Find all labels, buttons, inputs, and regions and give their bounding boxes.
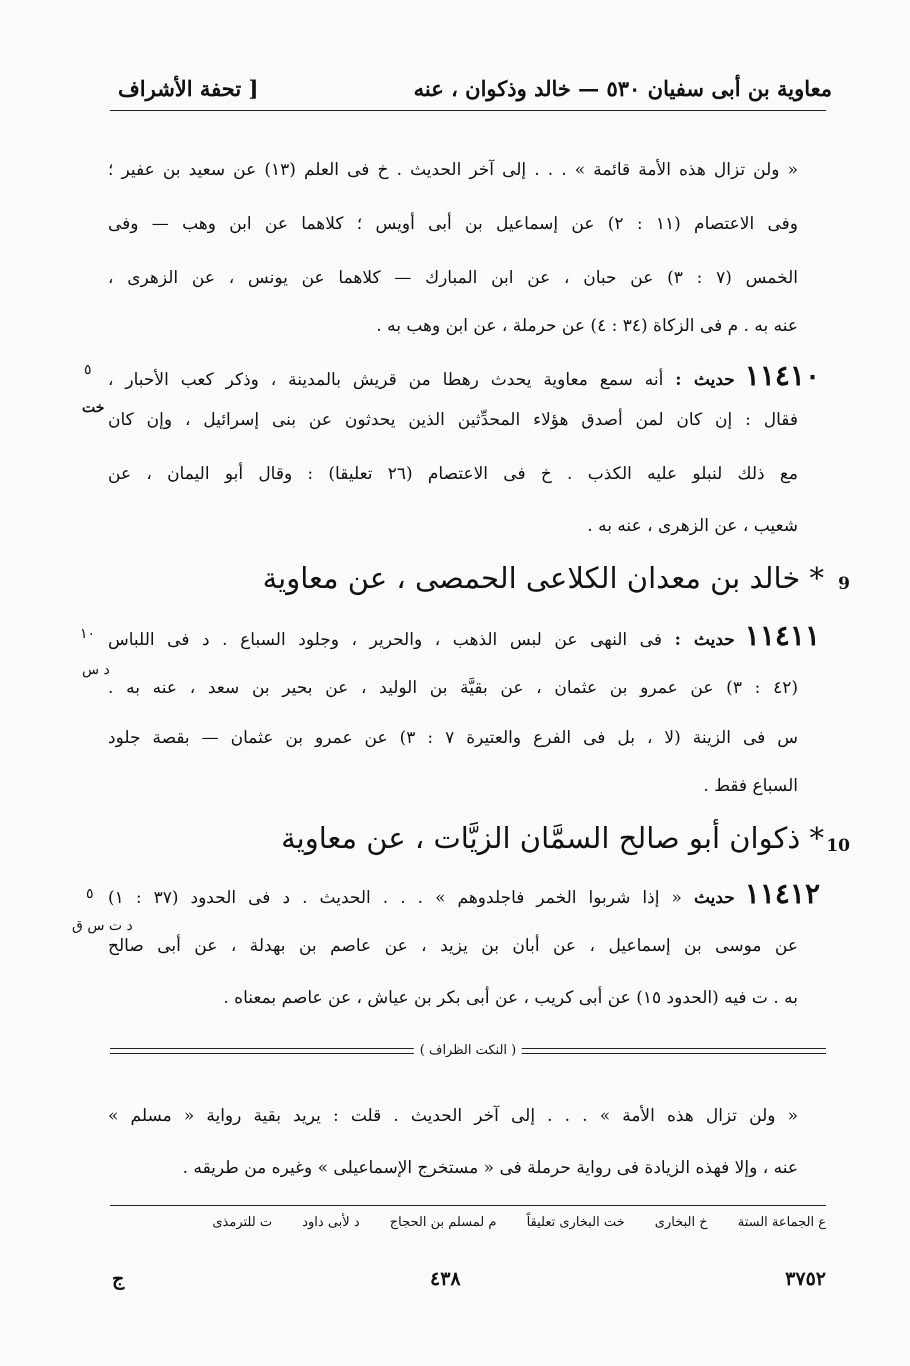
hadith-number: ١١٤١٢ [744, 877, 820, 910]
margin-sigla: خت [82, 400, 105, 416]
margin-sigla: د ت س ق [72, 918, 133, 934]
hadith-11411-line4: السباع فقط . [703, 776, 798, 796]
hadith-text: « إذا شربوا الخمر فاجلدوهم » . . . الحديث . د فى الحدود (٣٧ : ١) [108, 888, 682, 908]
running-title: معاوية بن أبى سفيان ٥٣٠ — خالد وذكوان ، عنه [413, 76, 832, 101]
sigla-legend [186, 1215, 826, 1230]
book-title: [ تحفة الأشراف [118, 76, 259, 101]
hadith-text: فى النهى عن لبس الذهب ، والحرير ، وجلود السباع . د فى اللباس [108, 630, 662, 650]
body-line: « ولن تزال هذه الأمة قائمة » . . . إلى آخر الحديث . خ فى العلم (١٣) عن سعيد بن عفير ؛ [108, 160, 798, 180]
hadith-11410-line3: مع ذلك لنبلو عليه الكذب . خ فى الاعتصام (٢٦ تعليقا) : وقال أبو اليمان ، عن [108, 464, 798, 484]
margin-line-number: ٥ [84, 362, 92, 378]
section-heading: * ذكوان أبو صالح السمَّان الزيَّات ، عن معاوية [281, 821, 824, 855]
nukat-divider [110, 1043, 826, 1062]
header-rule [110, 110, 826, 111]
legend-item: د لأبى داود [302, 1215, 360, 1230]
hadith-11412-line2: عن موسى بن إسماعيل ، عن أبان بن يزيد ، عن عاصم بن بهدلة ، عن أبى صالح [108, 936, 798, 956]
hadith-lead: حديث : [674, 630, 735, 650]
legend-item: م لمسلم بن الحجاج [389, 1215, 497, 1230]
legend-item: ع الجماعة الستة [737, 1215, 826, 1230]
footer-rule [110, 1205, 826, 1206]
page-number: ٤٣٨ [430, 1268, 461, 1290]
hadith-11411-line1 [108, 619, 820, 652]
section-number: 9 [838, 574, 850, 594]
body-line: عنه به . م فى الزكاة (٣٤ : ٤) عن حرملة ، عن ابن وهب به . [376, 316, 798, 336]
hadith-11410-line4: شعيب ، عن الزهرى ، عنه به . [587, 516, 798, 536]
hadith-number: ١١٤١٠ [744, 359, 820, 392]
legend-item: خ البخارى [654, 1215, 708, 1230]
legend-item: ت للترمذى [212, 1215, 273, 1230]
hadith-lead: حديث [693, 888, 735, 908]
hadith-11410-line1 [108, 359, 820, 392]
hadith-11410-line2: فقال : إن كان لمن أصدق هؤلاء المحدِّثين الذين يحدثون عن بنى إسرائيل ، وإن كان [108, 410, 798, 430]
hadith-lead: حديث : [675, 370, 735, 390]
hadith-number: ١١٤١١ [744, 619, 820, 652]
nukat-line: « ولن تزال هذه الأمة » . . . إلى آخر الحديث . قلت : يريد بقية رواية « مسلم » [108, 1106, 798, 1126]
volume-reference: ٣٧٥٢ [785, 1268, 826, 1290]
section-number: 10 [826, 836, 850, 856]
hadith-11412-line1 [108, 877, 820, 910]
margin-sigla: د س [82, 662, 110, 678]
margin-line-number: ٥ [86, 886, 94, 902]
legend-item: خت البخارى تعليقاً [526, 1215, 625, 1230]
hadith-11411-line3: س فى الزينة (لا ، بل فى الفرع والعتيرة ٧ : ٣) عن عمرو بن عثمان — بقصة جلود [108, 728, 798, 748]
nukat-line: عنه ، وإلا فهذه الزيادة فى رواية حرملة فى « مستخرج الإسماعيلى » وغيره من طريقه . [182, 1158, 798, 1178]
hadith-text: أنه سمع معاوية يحدث رهطا من قريش بالمدينة ، وذكر كعب الأحبار ، [108, 370, 664, 390]
body-line: الخمس (٧ : ٣) عن حبان ، عن ابن المبارك — كلاهما عن يونس ، عن الزهرى ، [108, 268, 798, 288]
signature-mark: ج [112, 1268, 125, 1290]
hadith-11411-line2: (٤٢ : ٣) عن عمرو بن عثمان ، عن بقيَّة بن الوليد ، عن بحير بن سعد ، عنه به . [108, 678, 798, 698]
divider-label: ( النكت الظراف ) [414, 1043, 522, 1058]
section-heading: * خالد بن معدان الكلاعى الحمصى ، عن معاوية [262, 561, 824, 595]
hadith-11412-line3: به . ت فيه (الحدود ١٥) عن أبى كريب ، عن أبى بكر بن عياش ، عن عاصم بمعناه . [223, 988, 798, 1008]
margin-line-number: ١٠ [80, 626, 96, 642]
body-line: وفى الاعتصام (١١ : ٢) عن إسماعيل بن أبى أويس ؛ كلاهما عن ابن وهب — وفى [108, 214, 798, 234]
